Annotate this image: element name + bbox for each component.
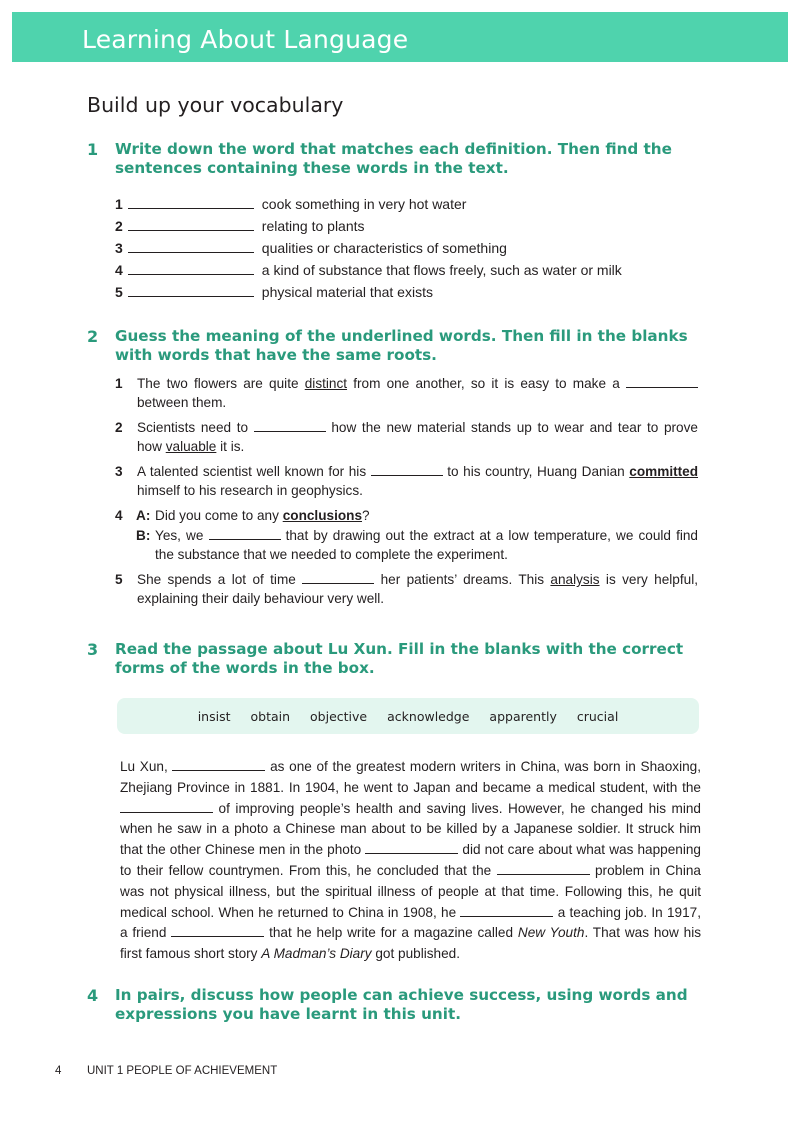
underlined-word: committed	[629, 464, 699, 479]
speaker-label: B:	[136, 528, 151, 543]
definition-text: physical material that exists	[261, 284, 433, 300]
story-title: A Madman’s Diary	[261, 946, 372, 962]
magazine-title: New Youth	[517, 925, 585, 941]
answer-blank[interactable]	[128, 262, 254, 275]
item-sentence: The two flowers are quite distinct from one another, so it is easy to make a between them.	[137, 375, 698, 412]
answer-blank[interactable]	[128, 196, 254, 209]
underlined-word: valuable	[165, 438, 217, 454]
item-number: 4	[115, 262, 123, 278]
word-box-item: insist	[197, 708, 231, 724]
task2-item-1	[115, 375, 698, 412]
answer-blank[interactable]	[371, 463, 443, 476]
definition-text: cook something in very hot water	[261, 196, 467, 212]
answer-blank[interactable]	[254, 419, 326, 432]
task1-definition-list	[115, 193, 622, 303]
item-sentence: She spends a lot of time her patients’ dreams. This analysis is very helpful, explaining their daily behaviour very well.	[137, 572, 699, 606]
task3-number: 3	[87, 640, 99, 659]
item-number: 5	[115, 572, 123, 587]
answer-blank[interactable]	[365, 841, 458, 854]
answer-blank[interactable]	[128, 218, 254, 231]
answer-blank[interactable]	[120, 800, 213, 813]
task1-instruction: Write down the word that matches each definition. Then find the sentences containing these words in the text.	[115, 140, 672, 177]
word-box-item: crucial	[576, 708, 619, 724]
task4-instruction: In pairs, discuss how people can achieve success, using words and expressions you have learnt in this unit.	[115, 986, 688, 1023]
underlined-word: conclusions	[282, 508, 363, 523]
task2-item-2	[115, 419, 698, 456]
task1-number: 1	[87, 140, 99, 159]
page-number: 4	[55, 1065, 62, 1077]
speaker-label: A:	[136, 508, 151, 523]
task4-number: 4	[87, 986, 99, 1005]
item-number: 3	[115, 240, 123, 256]
lu-xun-passage: Lu Xun, as one of the greatest modern writers in China, was born in Shaoxing, Zhejiang Province in 1881. In 1904, he went to Japan and became a medical student, with the of improving people’s health and saving lives. However, he changed his mind when he saw in a photo a Chinese man about to be killed by a Japanese soldier. It struck him that the other Chinese men in the photo did not care about what was happening to their fellow countrymen. From this, he concluded that the problem in China was not physical illness, but the spiritual illness of people at that time. Following this, he quit medical school. When he returned to China in 1908, he a teaching job. In 1917, a friend that he help write for a magazine called New Youth. That was how his first famous short story A Madman’s Diary got published.	[120, 759, 702, 962]
dialogue-line-a: A: Did you come to any conclusions?	[136, 507, 698, 526]
list-item	[115, 215, 622, 237]
task2-instruction: Guess the meaning of the underlined words. Then fill in the blanks with words that have the same roots.	[115, 327, 688, 364]
item-number: 5	[115, 284, 123, 300]
list-item	[115, 259, 622, 281]
answer-blank[interactable]	[460, 904, 553, 917]
section-title: Build up your vocabulary	[87, 93, 344, 117]
dialogue-line-b: B: Yes, we that by drawing out the extract at a low temperature, we could find the substance that we needed to complete the experiment.	[136, 528, 698, 562]
item-number: 4	[115, 508, 123, 523]
underlined-word: analysis	[550, 572, 600, 587]
underlined-word: distinct	[304, 376, 348, 391]
unit-label: UNIT 1 PEOPLE OF ACHIEVEMENT	[87, 1065, 278, 1077]
answer-blank[interactable]	[171, 924, 264, 937]
word-box-item: obtain	[250, 708, 291, 724]
answer-blank[interactable]	[172, 758, 265, 771]
task3-instruction: Read the passage about Lu Xun. Fill in the blanks with the correct forms of the words in the box.	[115, 640, 684, 677]
header-title: Learning About Language	[82, 25, 409, 54]
definition-text: relating to plants	[261, 218, 365, 234]
word-box-item: objective	[310, 708, 368, 724]
word-box-item: apparently	[489, 708, 557, 724]
word-box	[117, 698, 699, 734]
answer-blank[interactable]	[302, 571, 374, 584]
answer-blank[interactable]	[209, 527, 281, 540]
item-number: 1	[115, 376, 123, 391]
item-number: 1	[115, 196, 123, 212]
item-number: 2	[115, 218, 123, 234]
task2-item-5	[115, 571, 698, 608]
list-item	[115, 281, 622, 303]
definition-text: qualities or characteristics of something	[261, 240, 507, 256]
list-item	[115, 237, 622, 259]
answer-blank[interactable]	[626, 375, 698, 388]
item-number: 2	[115, 420, 123, 435]
word-box-item: acknowledge	[387, 708, 470, 724]
answer-blank[interactable]	[128, 240, 254, 253]
task2-item-3	[115, 463, 698, 500]
answer-blank[interactable]	[128, 284, 254, 297]
list-item	[115, 193, 622, 215]
item-sentence: A talented scientist well known for his to his country, Huang Danian committed himself to his research in geophysics.	[137, 464, 699, 498]
definition-text: a kind of substance that flows freely, such as water or milk	[261, 262, 622, 278]
answer-blank[interactable]	[497, 862, 590, 875]
item-number: 3	[115, 464, 123, 479]
task2-number: 2	[87, 327, 99, 346]
item-sentence: Scientists need to how the new material stands up to wear and tear to prove how valuable it is.	[137, 420, 698, 454]
